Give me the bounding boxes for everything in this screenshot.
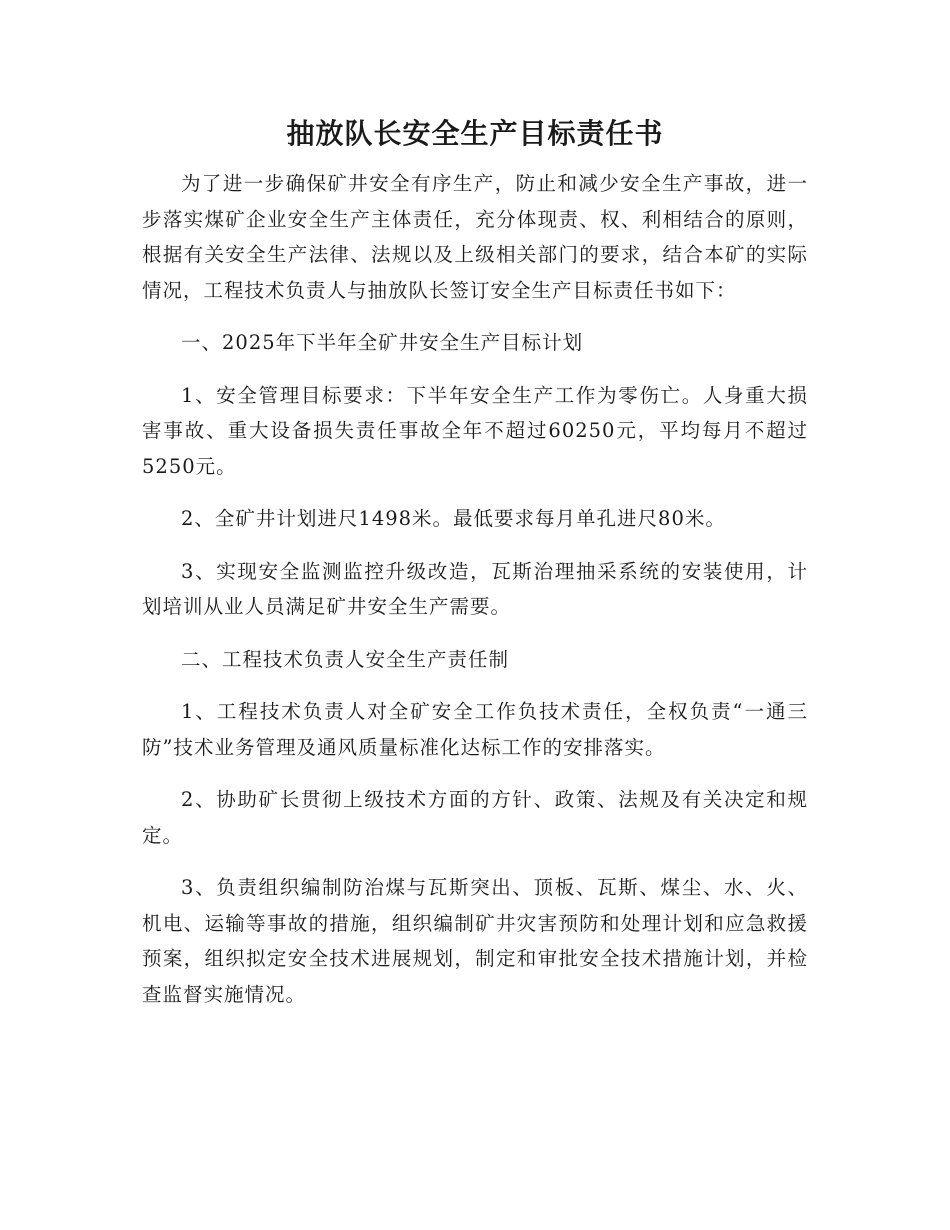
paragraph-1-3: 3、实现安全监测监控升级改造，瓦斯治理抽采系统的安装使用，计划培训从业人员满足矿井安全生产需要。 [142, 559, 808, 618]
section-heading-2: 二、工程技术负责人安全生产责任制 [181, 647, 510, 671]
paragraph-1-2: 2、全矿井计划进尺1498米。最低要求每月单孔进尺80米。 [181, 507, 726, 530]
document-title: 抽放队长安全生产目标责任书 [286, 117, 664, 150]
paragraph-2-1: 1、工程技术负责人对全矿安全工作负技术责任，全权负责“一通三防”技术业务管理及通风质量标准化达标工作的安排落实。 [142, 700, 808, 759]
paragraph-1-1: 1、安全管理目标要求：下半年安全生产工作为零伤亡。人身重大损害事故、重大设备损失责任事故全年不超过60250元，平均每月不超过5250元。 [142, 383, 808, 478]
paragraph-2-3: 3、负责组织编制防治煤与瓦斯突出、顶板、瓦斯、煤尘、水、火、机电、运输等事故的措施，组织编制矿井灾害预防和处理计划和应急救援预案，组织拟定安全技术进展规划，制定和审批安全技术措施计划，并检查监督实施情况。 [142, 876, 808, 1006]
paragraph-2-2: 2、协助矿长贯彻上级技术方面的方针、政策、法规及有关决定和规定。 [142, 788, 808, 847]
intro-paragraph: 为了进一步确保矿井安全有序生产，防止和减少安全生产事故，进一步落实煤矿企业安全生产主体责任，充分体现责、权、利相结合的原则，根据有关安全生产法律、法规以及上级相关部门的要求，结合本矿的实际情况，工程技术负责人与抽放队长签订安全生产目标责任书如下： [142, 172, 808, 302]
section-heading-1: 一、2025年下半年全矿井安全生产目标计划 [181, 331, 584, 354]
document-page [142, 112, 808, 1012]
